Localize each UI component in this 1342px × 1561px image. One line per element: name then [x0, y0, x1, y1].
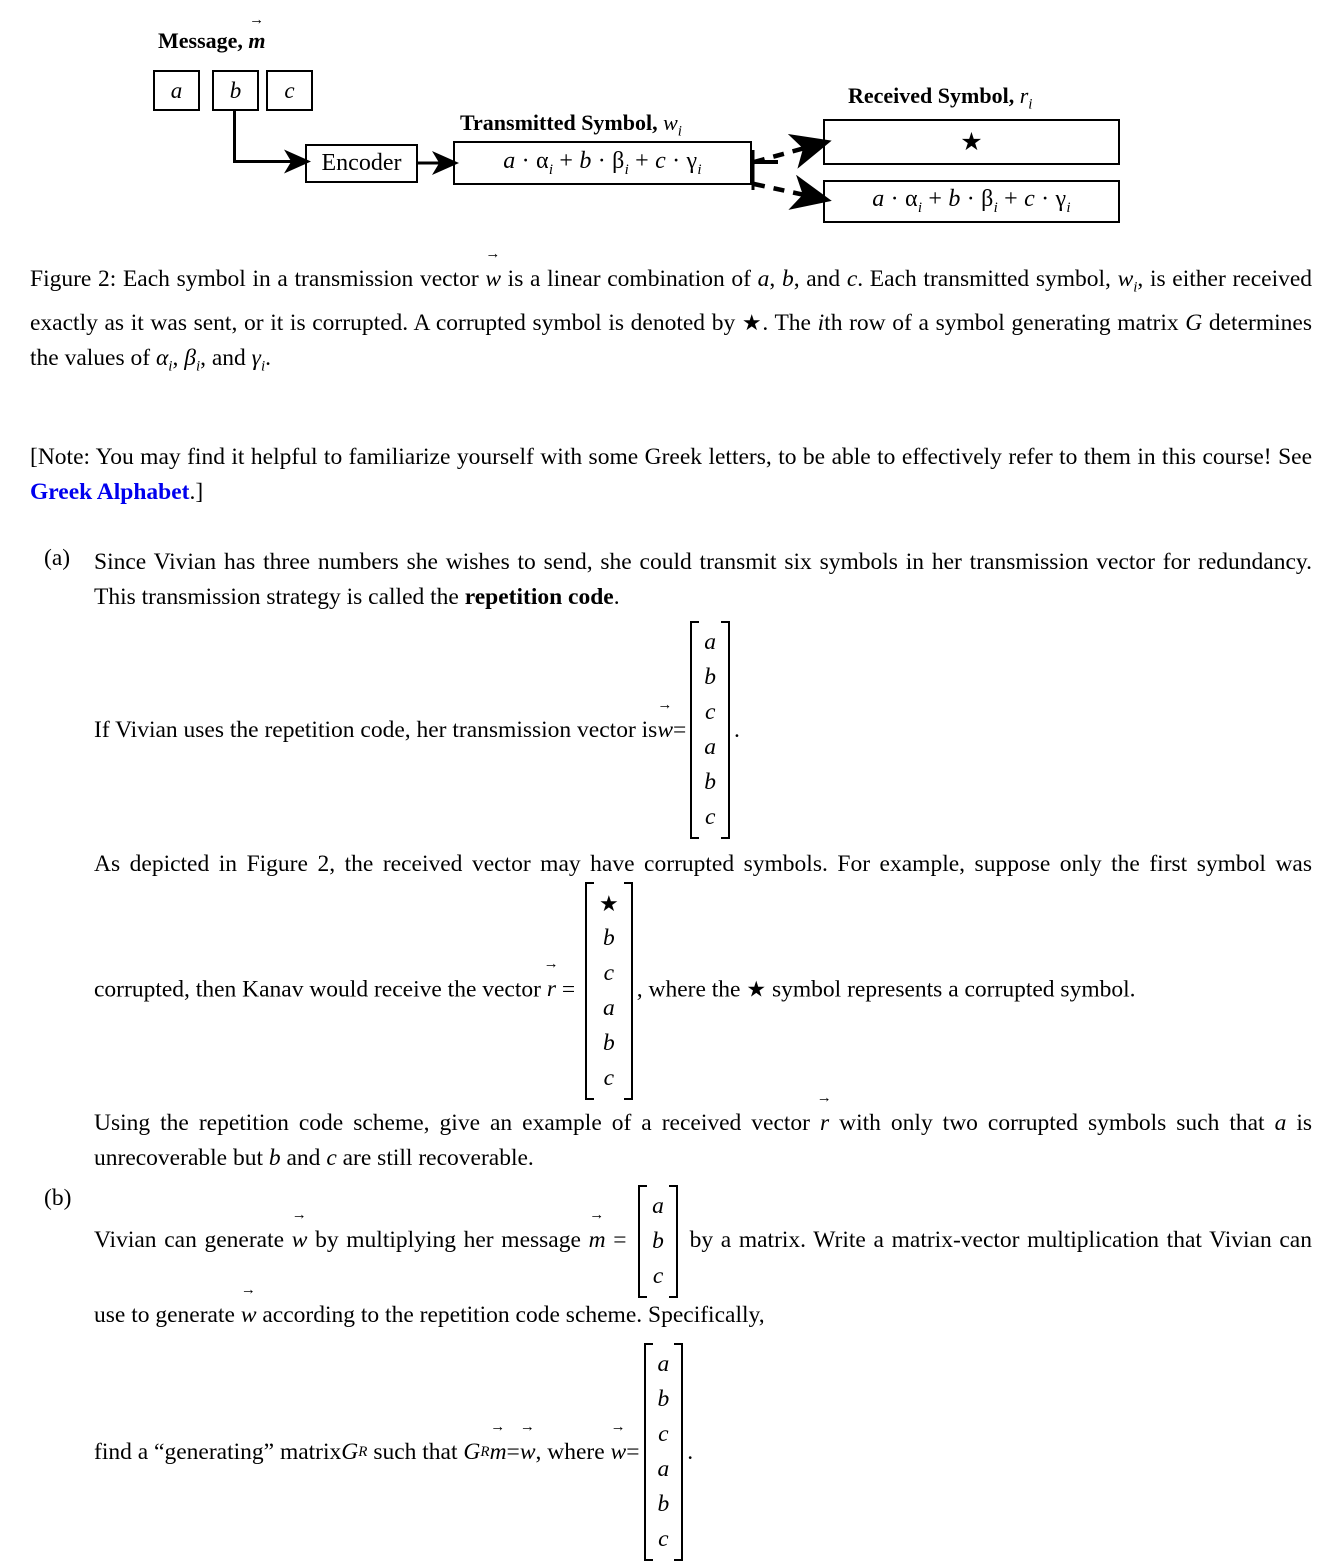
repetition-code-term: repetition code: [464, 584, 614, 610]
problem-b-label: (b): [44, 1185, 72, 1211]
figure-2-diagram: [0, 0, 1342, 250]
arrow-to-corrupted: [754, 143, 823, 162]
problem-a: [44, 545, 1312, 1176]
received-symbol-subscript: i: [1028, 96, 1033, 113]
transmitted-symbol-formula: $a \cdot \alpha_i + b \cdot \beta_i + c \cdot \gamma_i$: [503, 147, 702, 178]
figure-caption: Figure 2: Each symbol in a transmission vector → w is a linear combination of a, b, and c. Each transmitted symbol, $w_i$, is either received exactly as it was sent, or it is corrupted. A corrupted symbol is denoted by ★. The ith row of a symbol generating matrix G determines the values of $\alpha_i$, $\beta_i$, and $\gamma_i$.: [30, 262, 1312, 384]
star-icon: ★: [599, 891, 619, 916]
w-vector-symbol: → w: [657, 713, 673, 748]
problem-b-intro: Vivian can generate → w by multiplying her message → m = a b c by a matrix. Write a matrix-vector multiplication that Vivian can use to generate → w according to the repetition code scheme. Specifically,: [94, 1185, 1312, 1333]
w-vector-symbol-b3: → w: [520, 1435, 536, 1470]
bracket-left: [644, 1343, 653, 1561]
transmitted-symbol-subscript: i: [677, 123, 682, 140]
message-label: Message, → m: [158, 28, 266, 54]
w-column-vector: a b c a b c: [690, 621, 730, 839]
message-vector-symbol: → m: [248, 28, 265, 54]
problem-a-received-example: As depicted in Figure 2, the received vector may have corrupted symbols. For example, suppose only the first symbol was corrupted, then Kanav would receive the vector → r = ★ b c a b c , where the ★ symbol represents a corrupted symbol.: [94, 847, 1312, 1100]
received-symbol-label: Received Symbol, $r_i$: [848, 83, 1033, 113]
message-cell-b-value: b: [229, 77, 242, 103]
m-vector-symbol-2: → m: [490, 1435, 507, 1470]
figure-arrows: [0, 0, 1342, 250]
bracket-right: [624, 882, 633, 1100]
w-column-vector-b: a b c a b c: [644, 1343, 684, 1561]
problem-b: [44, 1185, 1312, 1561]
caption-star-icon: ★: [741, 309, 763, 335]
arrow-to-received: [754, 184, 823, 199]
bracket-left: [585, 882, 594, 1100]
inline-star-icon: ★: [746, 976, 767, 1002]
problem-b-generating-matrix: find a “generating” matrix G R such that G R → m = → w , where → w = a b c a b c .: [94, 1343, 1312, 1561]
bracket-left: [638, 1185, 647, 1298]
transmitted-symbol-w: w: [663, 110, 678, 135]
bracket-right: [669, 1185, 678, 1298]
greek-letters-note: [Note: You may find it helpful to familiarize yourself with some Greek letters, to be able to effectively refer to them in this course! See Greek Alphabet.]: [30, 444, 1312, 505]
m-vector-symbol: → m: [589, 1223, 606, 1258]
problem-a-w-equation: If Vivian uses the repetition code, her transmission vector is → w = a b c a b c .: [94, 621, 1312, 839]
problem-a-label: (a): [44, 545, 71, 571]
transmitted-symbol-label: Transmitted Symbol, $w_i$: [460, 110, 682, 140]
m-column-vector: a b c: [638, 1185, 678, 1298]
message-cell-c-value: c: [284, 77, 295, 103]
bracket-right: [674, 1343, 683, 1561]
problem-a-question: Using the repetition code scheme, give an example of a received vector → r with only two corrupted symbols such that a is unrecoverable but b and c are still recoverable.: [94, 1106, 1312, 1176]
message-cell-a-value: a: [170, 77, 183, 103]
r-vector-symbol-2: → r: [820, 1106, 829, 1141]
bracket-right: [721, 621, 730, 839]
w-vector-symbol-b: → w: [292, 1223, 308, 1258]
star-icon: ★: [960, 128, 983, 156]
w-vector-symbol-b2: → w: [241, 1298, 257, 1333]
received-symbol-r: r: [1019, 83, 1029, 108]
w-vector-symbol-b4: → w: [611, 1435, 627, 1470]
problem-a-intro: Since Vivian has three numbers she wishes to send, she could transmit six symbols in her transmission vector for redundancy. This transmission strategy is called the repetition code.: [94, 549, 1312, 610]
r-vector-symbol: → r: [547, 972, 556, 1007]
received-symbol-formula: $a \cdot \alpha_i + b \cdot \beta_i + c \cdot \gamma_i$: [872, 186, 1071, 216]
bracket-left: [690, 621, 699, 839]
r-column-vector: ★ b c a b c: [585, 882, 633, 1100]
greek-alphabet-link[interactable]: Greek Alphabet: [30, 479, 190, 505]
caption-w-vector: → w: [485, 262, 501, 297]
encoder-label: Encoder: [321, 150, 402, 176]
